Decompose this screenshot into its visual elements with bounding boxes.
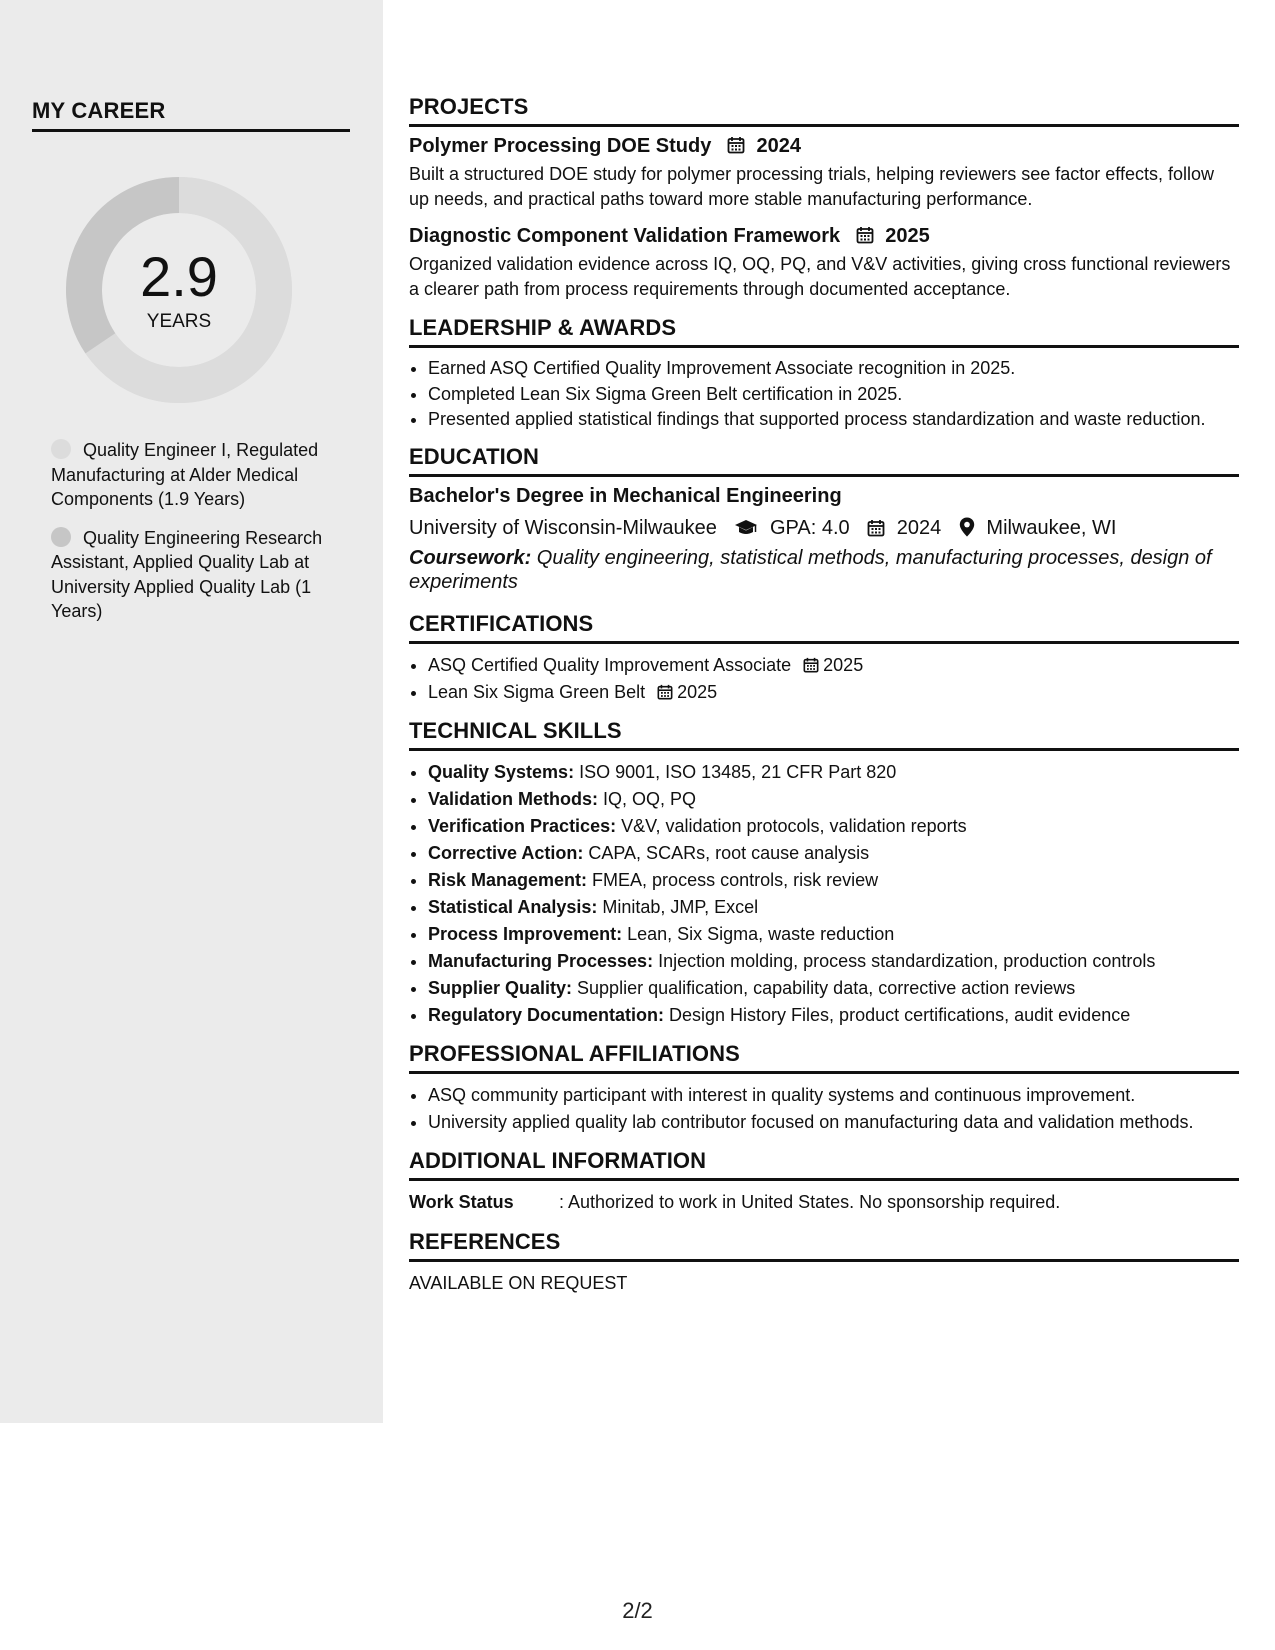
career-total-unit: YEARS — [146, 311, 212, 332]
skill-label: Quality Systems: — [428, 761, 575, 782]
coursework-label: Coursework: — [409, 546, 532, 569]
leadership-heading: LEADERSHIP & AWARDS — [409, 315, 1239, 348]
projects-section — [409, 94, 1239, 301]
skills-heading: TECHNICAL SKILLS — [409, 718, 1239, 751]
legend-item — [51, 438, 336, 512]
certifications-section — [409, 611, 1239, 706]
main-column — [409, 94, 1239, 1308]
list-item — [428, 652, 1239, 679]
skill-value: FMEA, process controls, risk review — [587, 869, 879, 890]
certification-name: Lean Six Sigma Green Belt — [428, 681, 646, 702]
work-status-label: Work Status — [409, 1191, 514, 1212]
skill-label: Verification Practices: — [428, 815, 617, 836]
certification-name: ASQ Certified Quality Improvement Associate — [428, 654, 792, 675]
legend-label: Quality Engineer I, Regulated Manufacturing at Alder Medical Components (1.9 Years) — [51, 440, 319, 509]
legend-label: Quality Engineering Research Assistant, Applied Quality Lab at University Applied Quality Lab (1 Years) — [51, 527, 323, 621]
certifications-list — [409, 652, 1239, 706]
certification-year: 2025 — [823, 654, 864, 675]
education-heading: EDUCATION — [409, 444, 1239, 477]
list-item — [428, 679, 1239, 706]
skill-label: Corrective Action: — [428, 842, 584, 863]
list-item — [428, 975, 1239, 1002]
affiliations-section — [409, 1041, 1239, 1136]
skill-value: ISO 9001, ISO 13485, 21 CFR Part 820 — [574, 761, 897, 782]
project-name: Polymer Processing DOE Study — [409, 135, 712, 157]
skill-value: Lean, Six Sigma, waste reduction — [622, 923, 895, 944]
skill-value: Minitab, JMP, Excel — [597, 896, 759, 917]
skill-label: Statistical Analysis: — [428, 896, 598, 917]
calendar-icon — [867, 519, 885, 537]
list-item: • University applied quality lab contributor focused on manufacturing data and validation methods. — [428, 1109, 1239, 1136]
affiliations-heading: PROFESSIONAL AFFILIATIONS — [409, 1041, 1239, 1074]
additional-section — [409, 1148, 1239, 1215]
skill-value: Injection molding, process standardization, production controls — [653, 950, 1156, 971]
legend-dot-icon — [51, 527, 71, 547]
sidebar — [0, 0, 383, 1423]
skill-value: Design History Files, product certifications, audit evidence — [664, 1004, 1131, 1025]
skill-label: Manufacturing Processes: — [428, 950, 654, 971]
education-coursework — [409, 546, 1239, 595]
additional-heading: ADDITIONAL INFORMATION — [409, 1148, 1239, 1181]
project-year: 2025 — [885, 225, 930, 247]
list-item — [428, 894, 1239, 921]
project-title — [409, 135, 1239, 158]
calendar-icon — [657, 684, 673, 700]
certification-year: 2025 — [677, 681, 718, 702]
calendar-icon — [727, 136, 745, 154]
career-title: MY CAREER — [32, 98, 350, 132]
career-total-value: 2.9 — [140, 245, 218, 308]
list-item — [428, 948, 1239, 975]
certifications-heading: CERTIFICATIONS — [409, 611, 1239, 644]
leadership-list — [409, 356, 1239, 432]
education-year: 2024 — [896, 516, 942, 539]
education-degree: Bachelor's Degree in Mechanical Engineering — [409, 484, 842, 507]
references-heading: REFERENCES — [409, 1229, 1239, 1262]
list-item — [428, 813, 1239, 840]
skill-label: Process Improvement: — [428, 923, 623, 944]
references-text: AVAILABLE ON REQUEST — [409, 1272, 628, 1293]
skill-value: Supplier qualification, capability data, corrective action reviews — [572, 977, 1076, 998]
education-school: University of Wisconsin-Milwaukee — [409, 516, 717, 539]
list-item — [428, 759, 1239, 786]
calendar-icon — [803, 657, 819, 673]
work-status-value: : Authorized to work in United States. No sponsorship required. — [559, 1191, 1061, 1212]
leadership-section — [409, 315, 1239, 432]
skill-value: CAPA, SCARs, root cause analysis — [583, 842, 870, 863]
skill-label: Regulatory Documentation: — [428, 1004, 665, 1025]
map-pin-icon — [959, 517, 975, 537]
legend-dot-icon — [51, 439, 71, 459]
list-item: • Completed Lean Six Sigma Green Belt certification in 2025. — [428, 382, 1239, 407]
list-item: • ASQ community participant with interest in quality systems and continuous improvement. — [428, 1082, 1239, 1109]
list-item — [428, 867, 1239, 894]
project-title — [409, 225, 1239, 248]
projects-heading: PROJECTS — [409, 94, 1239, 127]
education-location: Milwaukee, WI — [986, 516, 1117, 539]
education-section — [409, 444, 1239, 595]
skill-value: V&V, validation protocols, validation reports — [616, 815, 967, 836]
skill-label: Validation Methods: — [428, 788, 599, 809]
skills-list — [409, 759, 1239, 1029]
legend-item — [51, 526, 336, 624]
list-item — [428, 921, 1239, 948]
skill-value: IQ, OQ, PQ — [598, 788, 697, 809]
work-status-row — [409, 1189, 1239, 1215]
list-item — [428, 1002, 1239, 1029]
list-item — [428, 786, 1239, 813]
education-gpa: GPA: 4.0 — [770, 516, 850, 539]
calendar-icon — [856, 226, 874, 244]
list-item: • Presented applied statistical findings that supported process standardization and waste reduction. — [428, 407, 1239, 432]
education-details — [409, 514, 1239, 542]
skill-label: Risk Management: — [428, 869, 588, 890]
affiliations-list — [409, 1082, 1239, 1136]
list-item — [428, 840, 1239, 867]
page-number: 2/2 — [622, 1598, 653, 1623]
project-year: 2024 — [756, 135, 801, 157]
project-description: Organized validation evidence across IQ, OQ, PQ, and V&V activities, giving cross functional reviewers a clearer path from process requirements through documented acceptance. — [409, 254, 1231, 299]
skills-section — [409, 718, 1239, 1029]
coursework-text: Quality engineering, statistical methods, manufacturing processes, design of experiments — [409, 546, 1212, 593]
career-legend — [51, 438, 336, 638]
skill-label: Supplier Quality: — [428, 977, 573, 998]
project-description: Built a structured DOE study for polymer processing trials, helping reviewers see factor effects, follow up needs, and practical paths toward more stable manufacturing performance. — [409, 164, 1215, 209]
list-item: • Earned ASQ Certified Quality Improvement Associate recognition in 2025. — [428, 356, 1239, 381]
graduation-cap-icon — [734, 519, 758, 537]
project-name: Diagnostic Component Validation Framework — [409, 225, 841, 247]
references-section — [409, 1229, 1239, 1296]
